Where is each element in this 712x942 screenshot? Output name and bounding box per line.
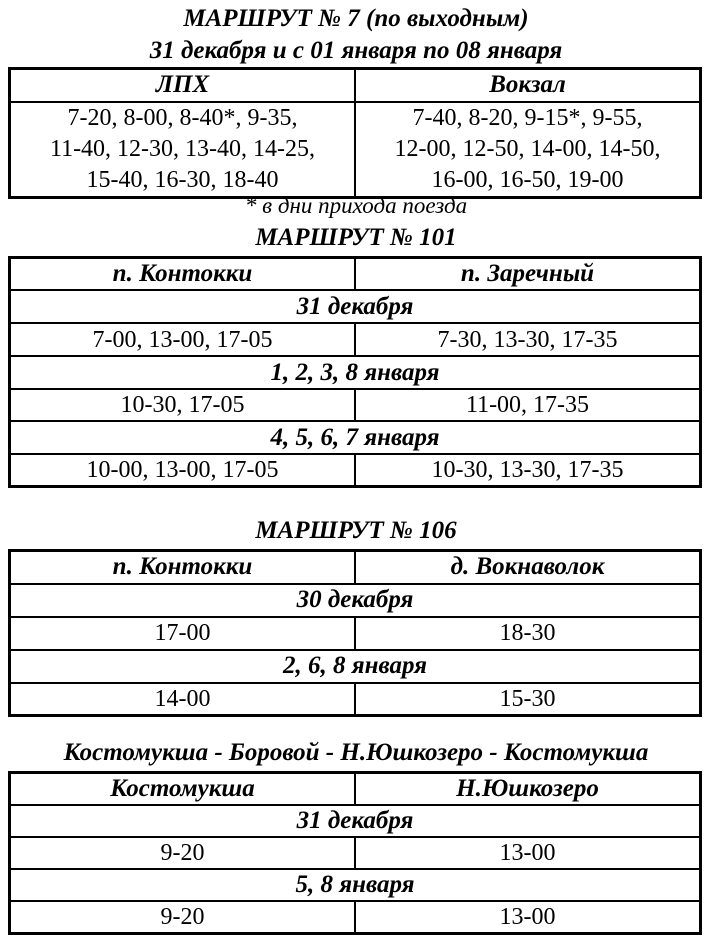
route7-table: [8, 67, 702, 199]
route106-title: МАРШРУТ № 106: [255, 517, 457, 544]
route7-footnote: * в дни прихода поезда: [244, 193, 468, 218]
route101-title: МАРШРУТ № 101: [255, 224, 457, 251]
time-cell: 9-20: [10, 901, 356, 934]
time-cell: 15-30: [355, 683, 701, 716]
time-cell: 9-20: [10, 837, 356, 869]
time-line: 7-20, 8-00, 8-40*, 9-35,: [67, 104, 298, 131]
time-line: 11-40, 12-30, 13-40, 14-25,: [49, 135, 316, 162]
time-cell: 13-00: [355, 837, 701, 869]
time-cell: 14-00: [10, 683, 356, 716]
date-row: 1, 2, 3, 8 января: [10, 356, 701, 389]
route7-times-lph: [10, 102, 356, 198]
route7-subtitle: 31 декабря и с 01 января по 08 января: [149, 37, 563, 64]
time-line: 16-00, 16-50, 19-00: [431, 166, 624, 193]
time-cell: 10-30, 17-05: [10, 389, 356, 421]
time-cell: 7-30, 13-30, 17-35: [355, 323, 701, 356]
date-row: 31 декабря: [10, 290, 701, 323]
time-cell: 7-00, 13-00, 17-05: [10, 323, 356, 356]
time-cell: 10-30, 13-30, 17-35: [355, 454, 701, 487]
time-line: 12-00, 12-50, 14-00, 14-50,: [394, 135, 661, 162]
date-row: 2, 6, 8 января: [10, 650, 701, 683]
date-row: 5, 8 января: [10, 869, 701, 901]
route106-table: [8, 549, 702, 717]
route101-table: [8, 256, 702, 488]
route101-col2-header: п. Заречный: [355, 258, 701, 291]
route-kost-title: Костомукша - Боровой - Н.Юшкозеро - Костомукша: [63, 739, 649, 766]
time-cell: 17-00: [10, 617, 356, 650]
route-kost-col1-header: Костомукша: [10, 773, 356, 806]
route-kost-col2-header: Н.Юшкозеро: [355, 773, 701, 806]
time-cell: 11-00, 17-35: [355, 389, 701, 421]
date-row: 4, 5, 6, 7 января: [10, 421, 701, 454]
route106-col1-header: п. Контокки: [10, 551, 356, 584]
date-row: 31 декабря: [10, 805, 701, 837]
time-cell: 10-00, 13-00, 17-05: [10, 454, 356, 487]
time-cell: 13-00: [355, 901, 701, 934]
route7-times-vokzal: [355, 102, 701, 198]
time-line: 7-40, 8-20, 9-15*, 9-55,: [412, 104, 643, 131]
route7-title: МАРШРУТ № 7 (по выходным): [183, 5, 529, 32]
route106-col2-header: д. Вокнаволок: [355, 551, 701, 584]
time-line: 15-40, 16-30, 18-40: [86, 166, 279, 193]
date-row: 30 декабря: [10, 584, 701, 617]
route-kost-table: [8, 771, 702, 935]
route101-col1-header: п. Контокки: [10, 258, 356, 291]
route7-col1-header: ЛПХ: [10, 69, 356, 102]
time-cell: 18-30: [355, 617, 701, 650]
route7-col2-header: Вокзал: [355, 69, 701, 102]
